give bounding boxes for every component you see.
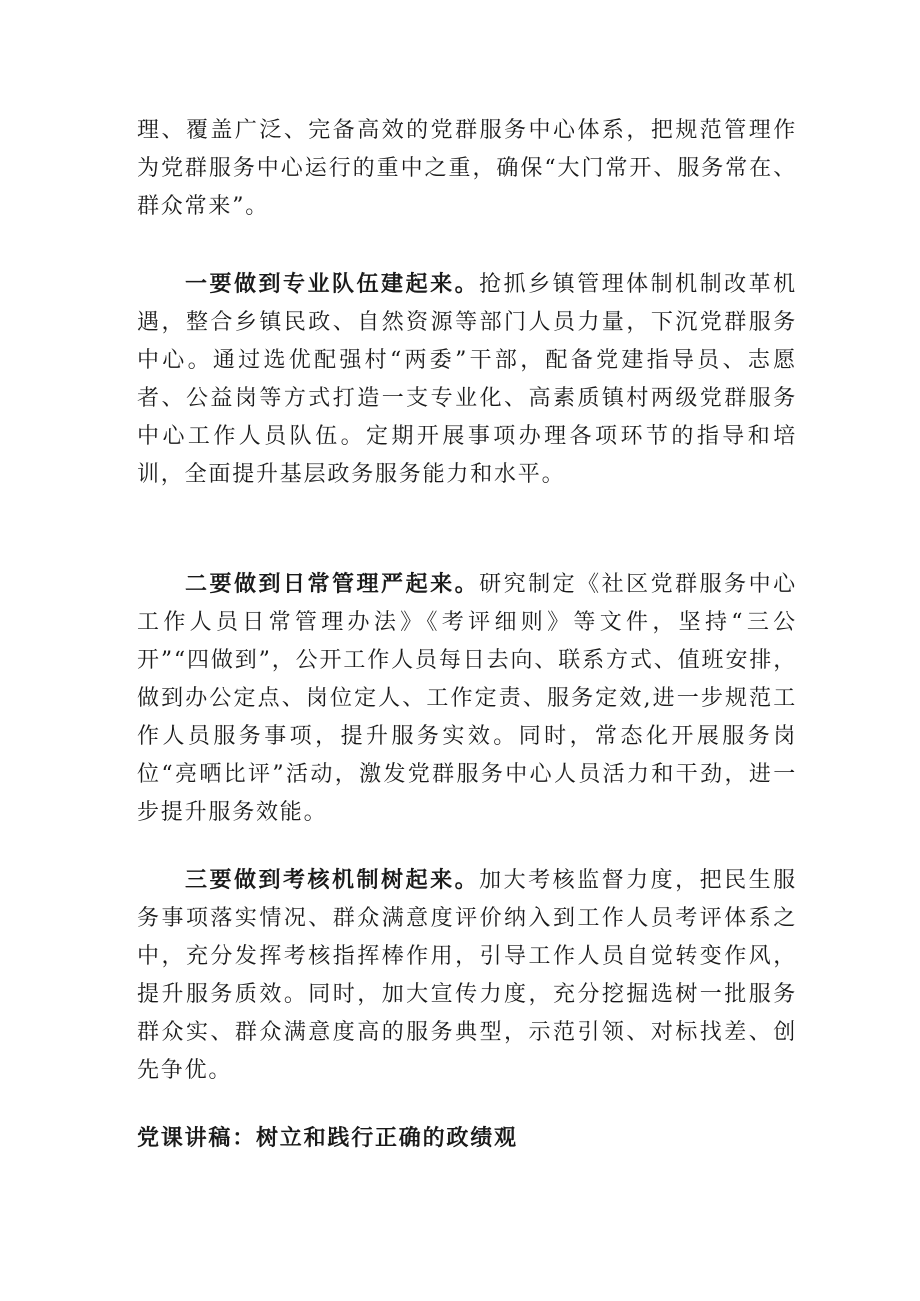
paragraph-lead: 二要做到日常管理严起来。 bbox=[185, 572, 480, 597]
paragraph-lead: 三要做到考核机制树起来。 bbox=[185, 868, 480, 893]
paragraph-text: 理、覆盖广泛、完备高效的党群服务中心体系，把规范管理作为党群服务中心运行的重中之重，确保“大门常开、服务常在、群众常来”。 bbox=[137, 118, 797, 219]
section-heading: 党课讲稿：树立和践行正确的政绩观 bbox=[137, 1126, 518, 1151]
paragraph-continuation bbox=[137, 112, 797, 226]
paragraph-text: 研究制定《社区党群服务中心工作人员日常管理办法》《考评细则》等文件，坚持“三公开”“四做到”，公开工作人员每日去向、联系方式、值班安排，做到办公定点、岗位定人、工作定责、服务定效,进一步规范工作人员服务事项，提升服务实效。同时，常态化开展服务岗位“亮晒比评”活动，激发党群服务中心人员活力和干劲，进一步提升服务效能。 bbox=[137, 572, 797, 825]
paragraph-assessment-mechanism bbox=[137, 862, 797, 1090]
paragraph-text: 加大考核监督力度，把民生服务事项落实情况、群众满意度评价纳入到工作人员考评体系之中，充分发挥考核指挥棒作用，引导工作人员自觉转变作风，提升服务质效。同时，加大宣传力度，充分挖掘选树一批服务群众实、群众满意度高的服务典型，示范引领、对标找差、创先争优。 bbox=[137, 868, 797, 1083]
paragraph-text: 抢抓乡镇管理体制机制改革机遇，整合乡镇民政、自然资源等部门人员力量，下沉党群服务中心。通过选优配强村“两委”干部，配备党建指导员、志愿者、公益岗等方式打造一支专业化、高素质镇村两级党群服务中心工作人员队伍。定期开展事项办理各项环节的指导和培训，全面提升基层政务服务能力和水平。 bbox=[137, 272, 797, 487]
paragraph-professional-team bbox=[137, 266, 797, 494]
paragraph-daily-management bbox=[137, 566, 797, 832]
paragraph-lead: 一要做到专业队伍建起来。 bbox=[185, 272, 480, 297]
